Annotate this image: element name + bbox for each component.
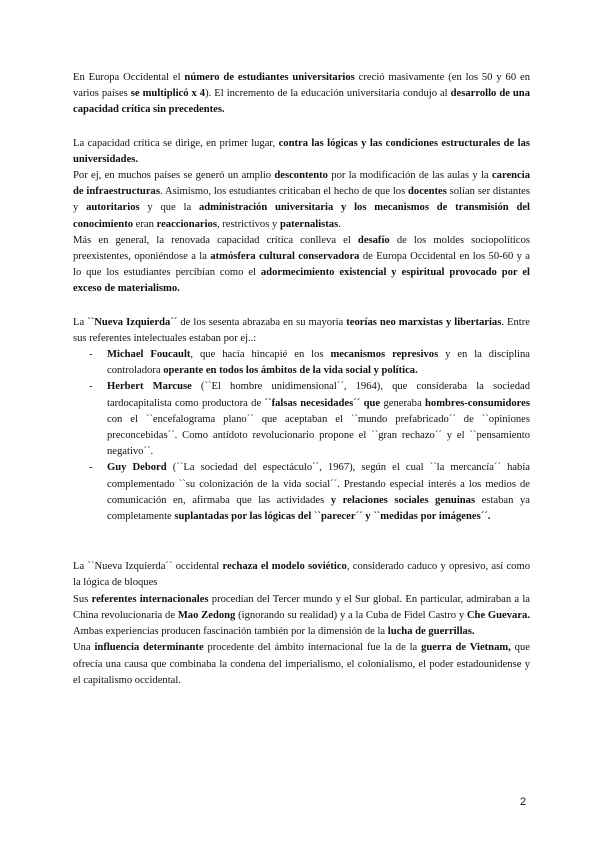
- text: de los sesenta abrazaba en su mayoría: [177, 316, 347, 328]
- list-item-marcuse: [107, 379, 530, 460]
- bold-text: teorías neo marxistas y libertarias: [346, 316, 502, 328]
- text: . Asimismo, los estudiantes criticaban el hecho de que los: [159, 186, 409, 198]
- bold-text: desarrollo de una capacidad crítica sin precedentes.: [73, 88, 530, 116]
- bold-text: suplantadas por las lógicas del ``parecer´´ y ``medidas por imágenes´´.: [174, 511, 491, 523]
- text: (``La sociedad del espectáculo´´, 1967), según el cual ``la mercancía´´ había complementado ``su colonización de la vida social´´. Prestando especial interés a los medios de comunicación en, afirmaba que las actividades: [107, 462, 531, 506]
- text: , restrictivos y: [216, 218, 280, 230]
- text: La capacidad crítica se dirige, en primer lugar,: [73, 137, 279, 149]
- text: ). El incremento de la educación universitaria condujo al: [205, 88, 451, 100]
- text: por la modificación de las aulas y la: [327, 170, 492, 182]
- bold-text: lucha de guerrillas.: [387, 626, 475, 638]
- bold-text: operante en todos los ámbitos de la vida social y política.: [163, 365, 418, 377]
- bold-text: atmósfera cultural conservadora: [210, 251, 360, 263]
- bold-text: desafío: [357, 234, 390, 246]
- text: , que hacía hincapié en los: [190, 349, 331, 361]
- bold-text: administración universitaria y los mecanismos de transmisión del conocimiento: [73, 202, 530, 230]
- bold-text: mecanismos represivos: [330, 349, 439, 361]
- text: de Europa Occidental en los 50-60 y a lo que los estudiantes percibían como el: [73, 251, 530, 279]
- referents-list: [73, 347, 530, 525]
- paragraph-soviet-rejection: [73, 559, 530, 591]
- bold-text: referentes internacionales: [91, 593, 209, 605]
- text: creció masivamente (en los 50 y 60 en varios países: [73, 72, 530, 100]
- text: que ofrecía una causa que combinaba la condena del imperialismo, el colonialismo, el poder estadounidense y el capitalismo occidental.: [73, 642, 530, 686]
- text: .: [338, 218, 341, 230]
- text: procedente del ámbito internacional fue la de la: [203, 642, 422, 654]
- text: Más en general, la renovada capacidad crítica conlleva el: [73, 234, 358, 246]
- bold-text: adormecimiento existencial y espiritual provocado por el exceso de materialismo.: [73, 267, 530, 295]
- text: . Entre sus referentes intelectuales estaban por ej..:: [73, 316, 530, 344]
- paragraph-international-referents: [73, 592, 530, 641]
- bold-text: Mao Zedong: [177, 609, 236, 621]
- bold-text: influencia determinante: [94, 642, 204, 654]
- text: Por ej, en muchos países se generó un amplio: [73, 170, 275, 182]
- bold-text: reaccionarios: [156, 218, 217, 230]
- bold-text: Herbert Marcuse: [107, 381, 192, 393]
- text: La ``Nueva Izquierda´´ occidental: [73, 561, 223, 573]
- paragraph-student-growth: [73, 70, 530, 119]
- bold-text: carencia de infraestructuras: [73, 170, 530, 198]
- bold-text: Guy Debord: [107, 462, 167, 474]
- text: eran: [133, 218, 157, 230]
- bold-text: ``Nueva Izquierda´´: [87, 316, 178, 328]
- text: solían ser distantes y: [73, 186, 530, 214]
- document-body: [73, 70, 530, 689]
- bold-text: docentes: [408, 186, 447, 198]
- text: , considerado caduco y opresivo, así como la lógica de bloques: [73, 561, 530, 589]
- text: En Europa Occidental el: [73, 72, 185, 83]
- text: Sus: [73, 593, 92, 605]
- list-item-foucault: [107, 347, 530, 379]
- text: (``El hombre unidimensional´´, 1964), que consideraba la sociedad tardocapitalista como productora de: [107, 381, 531, 409]
- bold-text: guerra de Vietnam,: [421, 642, 511, 654]
- text: procedían del Tercer mundo y el Sur global. En particular, admiraban a la China revolucionaria de: [73, 593, 530, 621]
- bold-text: rechaza el modelo soviético: [222, 561, 347, 573]
- text: con el ``encefalograma plano´´ que aceptaban el ``mundo prefabricado´´ de ``opiniones preconcebidas´´. Como antídoto revolucionario propone el ``gran rechazo´´ y el ``pensamiento negativo´´.: [107, 413, 530, 458]
- paragraph-challenge: [73, 233, 530, 298]
- text: y en la disciplina controladora: [107, 349, 530, 377]
- bold-text: Michael Foucault: [107, 349, 191, 361]
- paragraph-vietnam: [73, 640, 530, 689]
- bold-text: paternalistas: [279, 218, 339, 230]
- page-number: 2: [520, 796, 527, 808]
- bold-text: descontento: [274, 170, 328, 182]
- text: generaba: [380, 397, 426, 409]
- list-item-debord: [107, 460, 530, 525]
- text: Una: [73, 642, 95, 654]
- text: Ambas experiencias producen fascinación también por la dimensión de la: [73, 626, 388, 638]
- bold-text: contra las lógicas y las condiciones estructurales de las universidades.: [73, 137, 530, 165]
- text: (ignorando su realidad) y a la Cuba de Fidel Castro y: [235, 609, 467, 621]
- bold-text: y relaciones sociales genuinas: [330, 494, 476, 506]
- bold-text: Che Guevara.: [466, 609, 530, 621]
- paragraph-discontent: [73, 168, 530, 233]
- bold-text: autoritarios: [86, 202, 140, 214]
- paragraph-new-left: [73, 315, 530, 347]
- bold-text: se multiplicó x 4: [130, 88, 206, 100]
- paragraph-critical-capacity: [73, 136, 530, 168]
- text: y que la: [139, 202, 199, 214]
- bold-text: número de estudiantes universitarios: [184, 72, 355, 83]
- bold-text: hombres-consumidores: [425, 397, 530, 409]
- text: de los moldes sociopolíticos preexistentes, oponiéndose a la: [73, 234, 530, 263]
- text: La: [73, 316, 88, 328]
- text: estaban ya completamente: [107, 494, 530, 523]
- bold-text: ``falsas necesidades´´ que: [264, 397, 381, 409]
